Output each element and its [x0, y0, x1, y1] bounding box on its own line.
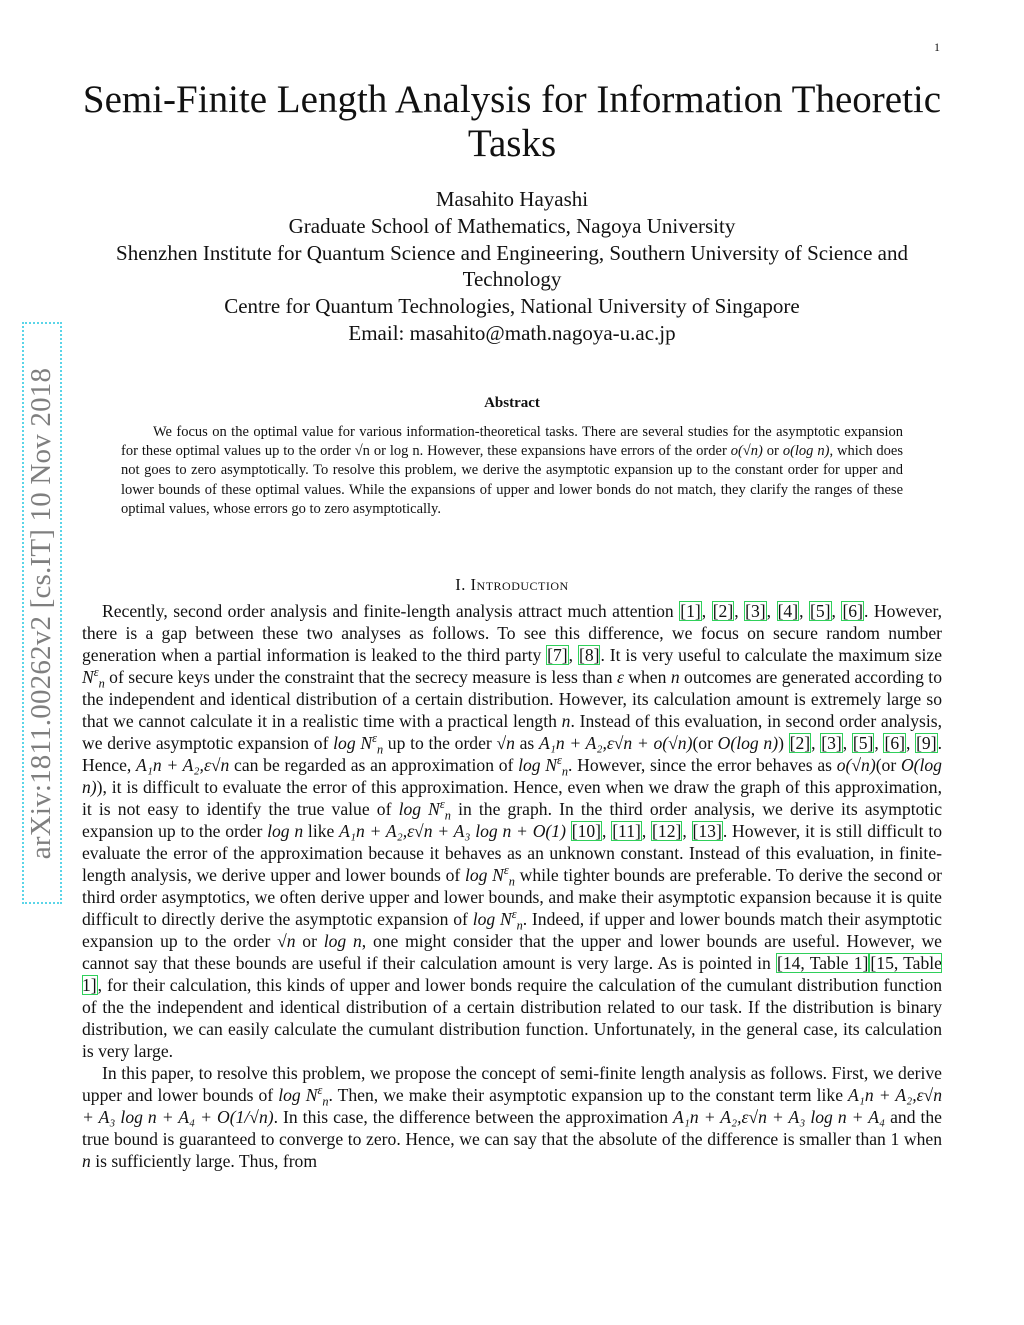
body-text	[82, 600, 942, 1172]
text-run: . Hence,	[82, 733, 942, 775]
section-heading	[80, 575, 944, 595]
math-symbol: log N	[333, 733, 373, 753]
text-run: and the true bound is guaranteed to converge to zero. Hence, we can say that the absolute of the difference is smaller than	[82, 1107, 942, 1149]
math-superscript: ε	[557, 753, 562, 768]
citation-link[interactable]: [5]	[852, 733, 874, 753]
affiliation-1: Graduate School of Mathematics, Nagoya University	[288, 213, 736, 238]
citation-link[interactable]: [15, Table 1]	[82, 953, 942, 995]
math-log-N	[398, 797, 451, 823]
text-run: In this paper, to resolve this problem, we propose the concept of semi-finite length analysis as follows. First, we derive upper and lower bounds of	[82, 1063, 942, 1105]
citation-link[interactable]: [3]	[821, 733, 842, 753]
math-O-log-n: O(log n)	[717, 733, 779, 753]
text-run: , one might consider that the upper and lower bounds are useful. However, we cannot say that these bounds are useful if their calculation amount is very large. As is pointed in	[82, 931, 942, 973]
math-o-sqrt-n: o(√n)	[730, 443, 763, 460]
citation-link[interactable]: [7]	[547, 645, 568, 665]
paper-title: Semi-Finite Length Analysis for Information Theoretic Tasks	[82, 78, 942, 165]
citation-link[interactable]: [8]	[578, 645, 600, 665]
affiliation-2: Shenzhen Institute for Quantum Science and Engineering, Southern University of Science and Technology	[116, 240, 908, 292]
text-run: (or	[692, 733, 718, 753]
text-run: can be regarded as an approximation of	[229, 755, 519, 775]
math-log-N	[333, 731, 384, 757]
abstract-text-part: , which does not goes to zero asymptotically. To resolve this problem, we derive the asymptotic expansion up to the constant order for upper and lower bounds of these optimal values. While the expansions of upper and lower bonds do not match, they clarify the ranges of these optimal values, whose errors go to zero asymptotically.	[121, 443, 903, 517]
math-superscript: ε	[93, 665, 99, 680]
text-run: of secure keys under the constraint that the secrecy measure is less than	[104, 667, 617, 687]
math-third-order-expansion: A₁n + A₂,ε√n + A₃ log n + O(1)	[339, 821, 566, 841]
math-sqrt-n: √n	[354, 443, 370, 460]
citation-link[interactable]: [4]	[777, 601, 799, 621]
text-run: up to the order	[383, 733, 497, 753]
math-subscript: n	[98, 676, 105, 691]
text-run: like	[303, 821, 340, 841]
math-one: 1	[890, 1129, 900, 1149]
text-run: or	[295, 931, 324, 951]
math-constant-order-approx: A₁n + A₂,ε√n + A₃ log n + A₄	[673, 1107, 886, 1127]
text-run: . In this case, the difference between the approximation	[273, 1107, 674, 1127]
citation-link[interactable]: [1]	[680, 601, 701, 621]
math-subscript: n	[561, 764, 569, 779]
math-subscript: n	[376, 742, 384, 757]
math-symbol: log N	[472, 909, 512, 929]
citation-link[interactable]: [9]	[916, 733, 937, 753]
math-symbol: log N	[278, 1085, 318, 1105]
math-n: n	[82, 1151, 91, 1171]
citation-link[interactable]: [6]	[842, 601, 863, 621]
text-run: . However, there is a gap between these two analyses as follows. To see this difference, we focus on secure random number generation when a partial information is leaked to the third party	[82, 601, 943, 665]
math-log-N	[464, 863, 515, 889]
citation-link[interactable]: [12]	[652, 821, 682, 841]
math-sqrt-n: √n	[496, 733, 515, 753]
author-email: Email: masahito@math.nagoya-u.ac.jp	[348, 320, 676, 345]
math-sqrt-n: √n	[277, 931, 296, 951]
abstract-text-part: or	[369, 443, 390, 460]
citation-link[interactable]: [6]	[884, 733, 905, 753]
citation-link[interactable]: [2]	[712, 601, 734, 621]
math-log-N	[518, 753, 569, 779]
text-run: ), it is difficult to evaluate the error of this approximation. Hence, even when we draw the graph of this approximation, it is not easy to identify the true value of	[82, 777, 942, 819]
abstract-text-part: or	[762, 443, 783, 460]
text-run: (or	[875, 755, 901, 775]
affiliation-3: Centre for Quantum Technologies, National University of Singapore	[224, 294, 800, 319]
citation-link[interactable]: [11]	[612, 821, 641, 841]
text-run: . However, since the error behaves as	[568, 755, 837, 775]
paragraph	[82, 1062, 942, 1172]
abstract-text-part: . However, these expansions have errors of the order	[419, 443, 731, 460]
text-run: is sufficiently large. Thus, from	[90, 1151, 318, 1171]
citation-link[interactable]: [10]	[571, 821, 602, 841]
citation-link[interactable]: [14, Table 1]	[776, 953, 869, 973]
text-run: when	[623, 667, 671, 687]
math-second-order-expansion: A₁n + A₂,ε√n + o(√n)	[538, 733, 693, 753]
math-symbol: log N	[398, 799, 440, 819]
abstract-text	[121, 423, 903, 519]
math-log-n: log n	[267, 821, 304, 841]
math-superscript: ε	[439, 797, 445, 812]
text-run: . However, it is still difficult to evaluate the error of the approximation because it behaves as an unknown constant. Instead of this evaluation, in finite-length analysis, we derive upper and lower bounds of	[82, 821, 943, 885]
math-log-N	[472, 907, 523, 933]
math-o-log-n: o(log n)	[782, 443, 830, 460]
section-number: I.	[455, 575, 466, 594]
math-log-n: log n	[389, 443, 420, 460]
math-subscript: n	[444, 808, 451, 823]
math-N	[82, 665, 105, 691]
math-log-N	[278, 1083, 329, 1109]
abstract-heading: Abstract	[484, 395, 540, 411]
math-o-sqrt-n: o(√n)	[836, 755, 876, 775]
text-run: , for their calculation, this kinds of upper and lower bonds require the calculation of the cumulant distribution function of the the independent and identical distribution of a certain distribution related to our task. If the distribution is binary distribution, we can easily calculate the cumulant distribution function. Unfortunately, in the general case, its calculation is very large.	[82, 975, 942, 1061]
page-number: 1	[934, 40, 940, 54]
citation-link[interactable]: [3]	[745, 601, 766, 621]
abstract-text-part: We focus on the optimal value for various information-theoretical tasks. There are several studies for the asymptotic expansion for these optimal values up to the order	[121, 424, 903, 460]
math-symbol: log N	[464, 865, 504, 885]
text-run: as	[514, 733, 539, 753]
math-subscript: n	[322, 1094, 329, 1109]
math-n: n	[561, 711, 571, 731]
math-symbol: log N	[518, 755, 558, 775]
math-second-order-approx: A₁n + A₂,ε√n	[136, 755, 230, 775]
math-subscript: n	[516, 918, 523, 933]
paragraph: Recently, second order analysis and finite-length analysis attract much attention [1], [2], [3], [4], [5], [6]. However, there is a gap between these two analyses as follows. To see this difference, we focus on secure random number generation when a partial information is leaked to the third party [7], [8]. It is very useful to calculate the maximum size $N^\varepsilon_n$ of secure keys under the constraint that the secrecy measure is less than ε when n outcomes are generated according to the independent and identical distribution of a certain distribution. However, its calculation amount is extremely large so that we cannot calculate it in a realistic time with a practical length n. Instead of this evaluation, in second order analysis, we derive asymptotic expansion of $\log N^\varepsilon_n$ up to the order √n as A₁n + A₂,ε√n + o(√n)(or O(log n)) [2], [3], [5], [6], [9]. Hence, A₁n + A₂,ε√n can be regarded as an approximation of $\log N^\varepsilon_n$. However, since the error behaves as o(√n)(or O(log n)), it is difficult to evaluate the error of this approximation. Hence, even when we draw the graph of this approximation, it is not easy to identify the true value of $\log N^\varepsilon_n$ in the graph. In the third order analysis, we derive its asymptotic expansion up to the order log n like A₁n + A₂,ε√n + A₃ log n + O(1) [10], [11], [12], [13]. However, it is still difficult to evaluate the error of the approximation because it behaves as an unknown constant. Instead of this evaluation, in finite-length analysis, we derive upper and lower bounds of $\log N^\varepsilon_n$ while tighter bounds are preferable. To derive the second or third order asymptotics, we often derive upper and lower bounds, and make their asymptotic expansion because it is quite difficult to directly derive the asymptotic expansion of $\log N^\varepsilon_n$. Indeed, if upper and lower bounds match their asymptotic expansion up to the order √n or log n, one might consider that the upper and lower bounds are useful. However, we cannot say that these bounds are useful if their calculation amount is very large. As is pointed in [14, Table 1] [15, Table 1], for their calculation, this kinds of upper and lower bonds require the calculation of the cumulant distribution function of the the independent and identical distribution of a certain distribution related to our task. If the distribution is binary distribution, we can easily calculate the cumulant distribution function. Unfortunately, in the general case, its calculation is very large.	[82, 601, 943, 1061]
section-title: Introduction	[470, 575, 569, 594]
math-symbol: N	[82, 667, 94, 687]
text-run: outcomes are generated according to the independent and identical distribution of a certain distribution. However, its calculation amount is extremely large so that we cannot calculate it in a realistic time with a practical length	[82, 667, 942, 731]
math-log-n: log n	[323, 931, 362, 951]
citation-link[interactable]: [5]	[810, 601, 831, 621]
text-run: in the graph. In the third order analysis, we derive its asymptotic expansion up to the order	[82, 799, 943, 841]
text-run: . It is very useful to calculate the maximum size	[600, 645, 943, 665]
arxiv-identifier-stamp[interactable]	[22, 322, 62, 904]
citation-link[interactable]: [13]	[692, 821, 722, 841]
text-run: . Instead of this evaluation, in second order analysis, we derive asymptotic expansion of	[82, 711, 942, 753]
text-run: while tighter bounds are preferable. To derive the second or third order asymptotics, we often derive upper and lower bounds, and make their asymptotic expansion because it is quite difficult to directly derive the asymptotic expansion of	[82, 865, 942, 929]
math-constant-order-expansion: A₁n + A₂,ε√n + A₃ log n + A₄ + O(1/√n)	[82, 1085, 942, 1127]
arxiv-identifier-text: arXiv:1811.00262v2 [cs.IT] 10 Nov 2018	[25, 367, 58, 859]
math-superscript: ε	[372, 731, 377, 746]
text-run: . Then, we make their asymptotic expansion up to the constant term like	[328, 1085, 849, 1105]
text-run: )	[778, 733, 789, 753]
text-run: Recently, second order analysis and finite-length analysis attract much attention	[102, 601, 680, 621]
math-O-log-n: O(log n)	[82, 755, 942, 797]
math-epsilon: ε	[616, 667, 624, 687]
author-name: Masahito Hayashi	[435, 187, 589, 211]
text-run: when	[899, 1129, 942, 1149]
citation-link[interactable]: [2]	[789, 733, 811, 753]
author-block	[80, 186, 944, 347]
math-superscript: ε	[317, 1083, 323, 1098]
text-run: . Indeed, if upper and lower bounds match their asymptotic expansion up to the order	[82, 909, 942, 951]
math-subscript: n	[508, 874, 515, 889]
math-superscript: ε	[503, 863, 509, 878]
math-n: n	[670, 667, 680, 687]
math-superscript: ε	[511, 907, 517, 922]
